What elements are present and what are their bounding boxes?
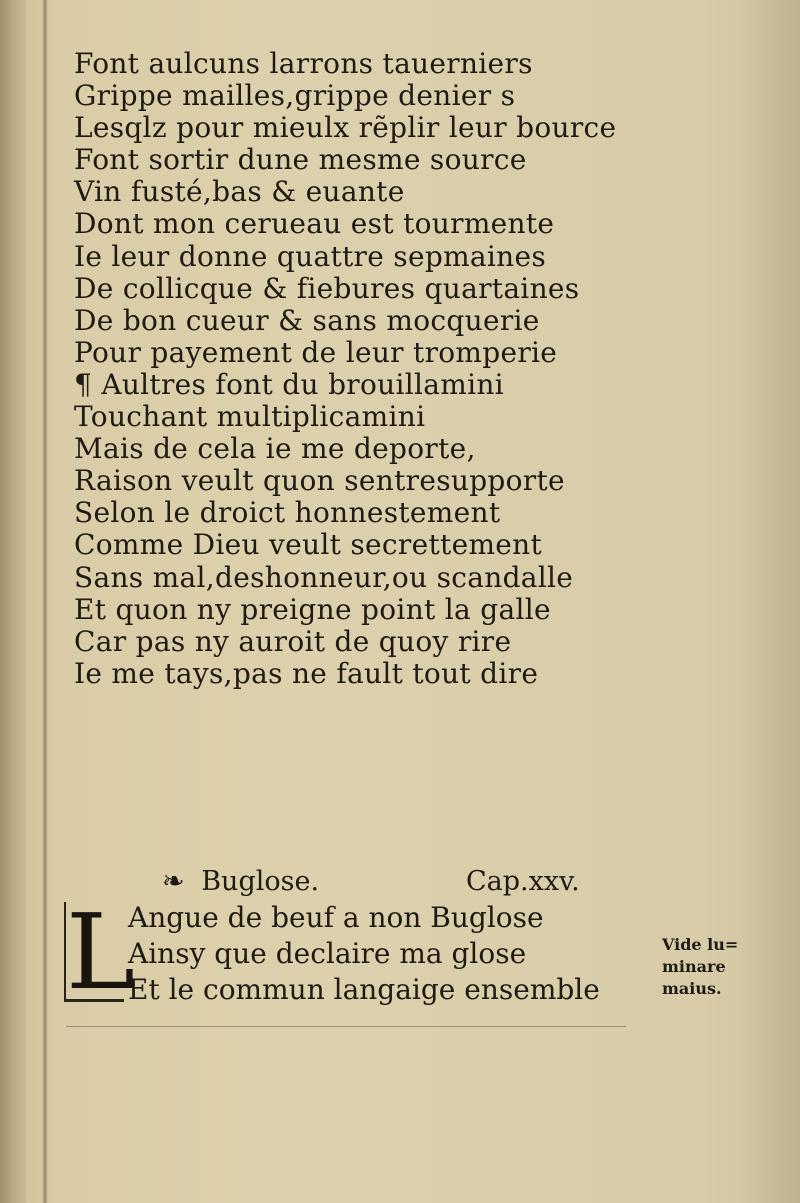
verse-line: Selon le droict honnestement xyxy=(74,496,501,530)
chapter-text xyxy=(128,900,648,1008)
fleuron-icon: ❧ xyxy=(162,866,185,897)
verse-line: Sans mal,deshonneur,ou scandalle xyxy=(74,560,574,594)
verse-line: Ainsy que declaire ma glose xyxy=(128,937,527,970)
verse-line: Angue de beuf a non Buglose xyxy=(128,901,544,934)
marginal-note-line: minare xyxy=(662,957,726,976)
verse-line: Raison veult quon sentresupporte xyxy=(74,464,565,498)
gutter-shadow xyxy=(42,0,48,1203)
verse-line: Ie leur donne quattre sepmaines xyxy=(74,239,547,273)
verse-line: Et quon ny preigne point la galle xyxy=(74,592,551,626)
verse-line: Touchant multiplicamini xyxy=(74,400,426,434)
verse-line: Grippe mailles,grippe denier s xyxy=(74,79,516,113)
verse-line: Et le commun langaige ensemble xyxy=(128,973,600,1006)
verse-line: De bon cueur & sans mocquerie xyxy=(74,303,540,337)
verse-text xyxy=(74,48,674,690)
page-shadow xyxy=(740,0,800,1203)
bottom-rule xyxy=(66,1026,626,1027)
verse-line: De collicque & fiebures quartaines xyxy=(74,271,580,305)
chapter-heading xyxy=(162,866,632,898)
marginal-note-line: maius. xyxy=(662,979,722,998)
verse-line: Pour payement de leur tromperie xyxy=(74,335,558,369)
verse-line: Dont mon cerueau est tourmente xyxy=(74,207,555,241)
page-edge xyxy=(0,0,26,1203)
verse-line: Ie me tays,pas ne fault tout dire xyxy=(74,656,539,690)
verse-line: Font sortir dune mesme source xyxy=(74,143,527,177)
verse-line: Lesqlz pour mieulx rẽplir leur bource xyxy=(74,111,617,145)
verse-line: Vin fusté,bas & euante xyxy=(74,175,405,209)
verse-line: Font aulcuns larrons tauerniers xyxy=(74,47,533,80)
verse-line: ¶ Aultres font du brouillamini xyxy=(74,367,504,401)
verse-line: Car pas ny auroit de quoy rire xyxy=(74,624,512,658)
chapter-title: Buglose. xyxy=(201,866,320,897)
drop-cap-initial: L xyxy=(66,891,136,1013)
chapter-number: Cap.xxv. xyxy=(466,866,580,897)
marginal-note xyxy=(662,934,772,1000)
verse-line: Mais de cela ie me deporte, xyxy=(74,432,476,466)
verse-line: Comme Dieu veult secrettement xyxy=(74,528,543,562)
marginal-note-line: Vide lu= xyxy=(662,935,739,954)
